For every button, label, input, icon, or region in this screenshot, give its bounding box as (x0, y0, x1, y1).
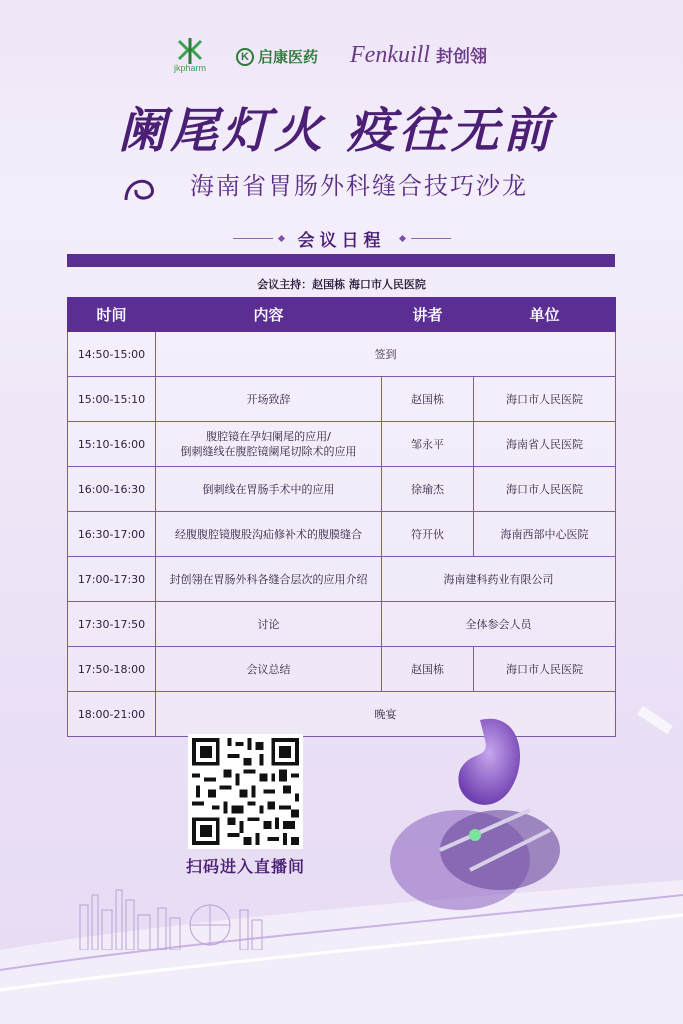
main-title: 阑尾灯火 疫往无前 (118, 103, 555, 159)
time-cell: 15:00-15:10 (68, 377, 156, 422)
fenkuill-logo (350, 42, 487, 69)
speaker-cell: 邹永平 (382, 422, 474, 467)
schedule-table (67, 297, 616, 737)
time-cell: 18:00-21:00 (68, 692, 156, 737)
host-info: 会议主持：赵国栋 海口市人民医院 (257, 278, 426, 291)
content-cell: 签到 (156, 332, 616, 377)
unit-cell: 海口市人民医院 (474, 647, 616, 692)
table-row (68, 332, 616, 377)
time-cell: 17:50-18:00 (68, 647, 156, 692)
agenda-heading (0, 226, 683, 251)
qikang-mark-icon: K (236, 48, 254, 66)
content-cell: 开场致辞 (156, 377, 382, 422)
unit-cell: 海口市人民医院 (474, 467, 616, 512)
table-header-row (68, 298, 616, 332)
content-cell: 腹腔镜在孕妇阑尾的应用/ 倒刺缝线在腹腔镜阑尾切除术的应用 (156, 422, 382, 467)
qikang-name: 启康医药 (258, 48, 319, 66)
merged-cell: 全体参会人员 (382, 602, 616, 647)
speaker-cell: 赵国栋 (382, 647, 474, 692)
qr-code-icon (188, 734, 303, 849)
sub-title: 海南省胃肠外科缝合技巧沙龙 (190, 172, 528, 200)
table-row (68, 377, 616, 422)
qikang-logo (236, 46, 318, 67)
table-row (68, 557, 616, 602)
qr-code[interactable] (188, 734, 303, 849)
diamond-icon (398, 235, 405, 242)
time-cell: 16:00-16:30 (68, 467, 156, 512)
fenkuill-en: Fenkuill (350, 42, 430, 68)
jkpharm-logo (170, 38, 210, 73)
content-cell: 讨论 (156, 602, 382, 647)
unit-cell: 海口市人民医院 (474, 377, 616, 422)
header-content: 内容 (156, 298, 382, 332)
time-cell: 17:30-17:50 (68, 602, 156, 647)
table-row (68, 512, 616, 557)
fenkuill-cn: 封创翎 (435, 47, 487, 67)
header-unit: 单位 (474, 298, 616, 332)
time-cell: 14:50-15:00 (68, 332, 156, 377)
speaker-cell: 赵国栋 (382, 377, 474, 422)
logo-bar (0, 38, 683, 78)
time-cell: 15:10-16:00 (68, 422, 156, 467)
content-cell: 晚宴 (156, 692, 616, 737)
jkpharm-icon (175, 38, 205, 64)
header-speaker: 讲者 (382, 298, 474, 332)
stomach-surgery-illustration (380, 700, 683, 940)
header-bar (67, 254, 615, 267)
diamond-icon (277, 235, 284, 242)
qr-caption: 扫码进入直播间 (185, 857, 305, 876)
table-row (68, 467, 616, 512)
table-row (68, 647, 616, 692)
header-time: 时间 (68, 298, 156, 332)
agenda-title: 会议日程 (297, 231, 386, 251)
content-cell: 会议总结 (156, 647, 382, 692)
time-cell: 16:30-17:00 (68, 512, 156, 557)
jkpharm-text: jkpharm (173, 63, 206, 73)
table-row (68, 602, 616, 647)
merged-cell: 海南建科药业有限公司 (382, 557, 616, 602)
divider-line (233, 238, 273, 239)
unit-cell: 海南省人民医院 (474, 422, 616, 467)
divider-line (411, 238, 451, 239)
content-cell: 经腹腹腔镜腹股沟疝修补术的腹膜缝合 (156, 512, 382, 557)
unit-cell: 海南西部中心医院 (474, 512, 616, 557)
time-cell: 17:00-17:30 (68, 557, 156, 602)
content-cell: 倒刺线在胃肠手术中的应用 (156, 467, 382, 512)
title-block (0, 92, 683, 202)
city-skyline-icon (70, 880, 270, 950)
speaker-cell: 徐瑜杰 (382, 467, 474, 512)
content-cell: 封创翎在胃肠外科各缝合层次的应用介绍 (156, 557, 382, 602)
speaker-cell: 符开伙 (382, 512, 474, 557)
swirl-decoration-icon (122, 170, 182, 206)
table-row (68, 422, 616, 467)
